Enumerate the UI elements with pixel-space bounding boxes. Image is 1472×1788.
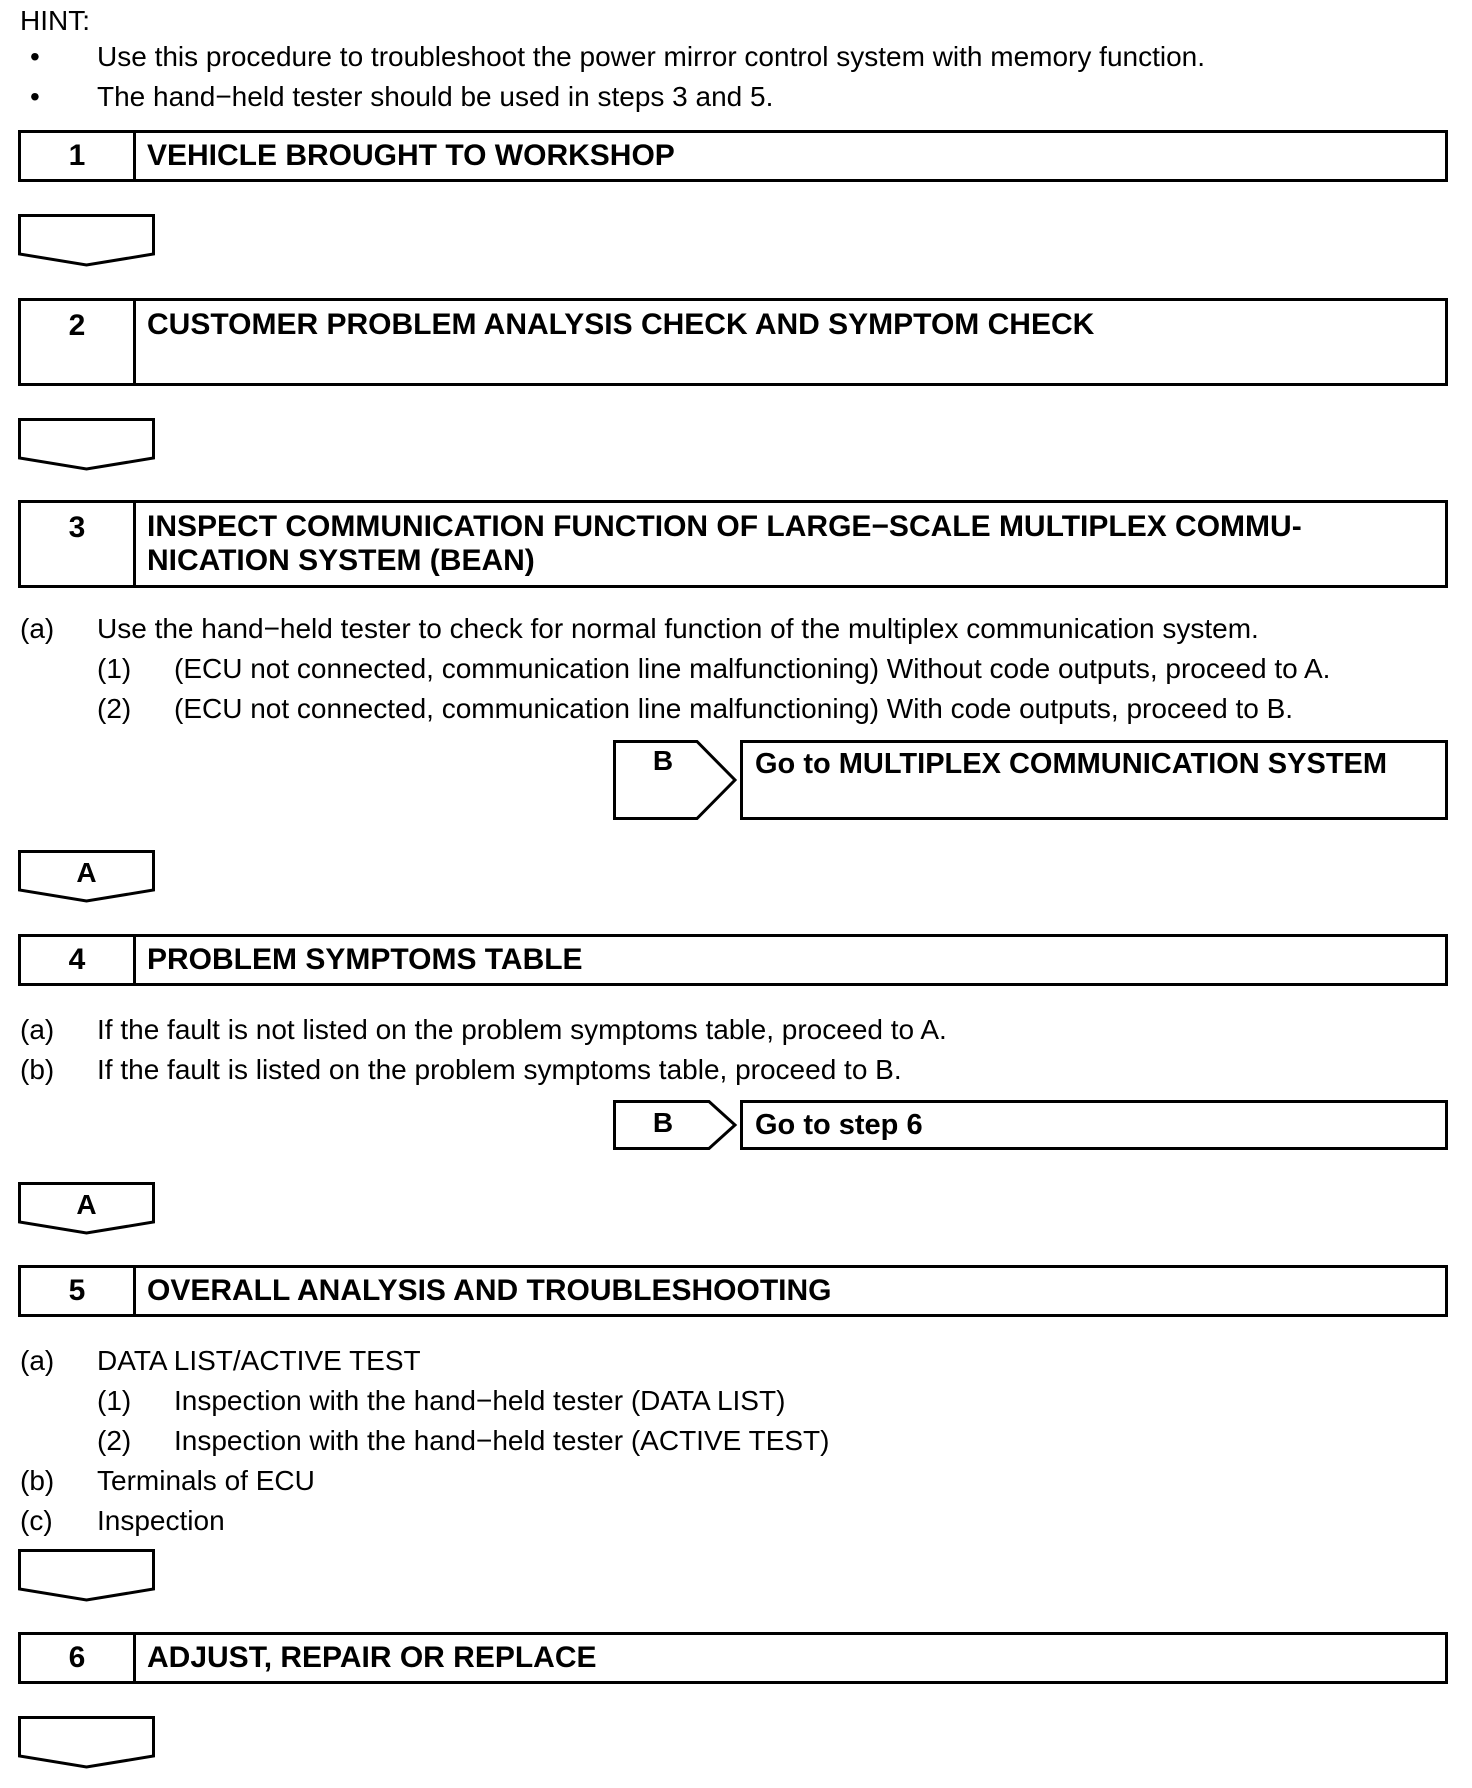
step-2-title: CUSTOMER PROBLEM ANALYSIS CHECK AND SYMPTOM CHECK [147, 308, 1095, 341]
step-5-box [18, 1265, 1448, 1317]
step-4-item-a-text: If the fault is not listed on the problem symptoms table, proceed to A. [97, 1014, 947, 1045]
step-6-box [18, 1632, 1448, 1684]
step-3-title-line-1: INSPECT COMMUNICATION FUNCTION OF LARGE−SCALE MULTIPLEX COMMU- [147, 510, 1302, 543]
step-5-sub-1-text: Inspection with the hand−held tester (DATA LIST) [174, 1385, 786, 1416]
step-5-item-a-text: DATA LIST/ACTIVE TEST [97, 1345, 421, 1376]
step-5-item-c-label: (c) [20, 1505, 53, 1536]
step-5-sub-1-label: (1) [97, 1385, 132, 1416]
bullet-dot: • [30, 81, 40, 112]
step-3-item-a-label: (a) [20, 613, 55, 644]
step-2-box [18, 298, 1448, 386]
step-5-item-b-label: (b) [20, 1465, 55, 1496]
step-1-number: 1 [21, 133, 136, 179]
step-3-box [18, 500, 1448, 588]
hint-label: HINT: [20, 5, 90, 36]
step-5-item-a-label: (a) [20, 1345, 55, 1376]
step-3-sub-2-label: (2) [97, 693, 132, 724]
flow-arrow [18, 418, 155, 471]
bullet-dot: • [30, 41, 40, 72]
flow-arrow-a [18, 850, 155, 903]
step-6-title: ADJUST, REPAIR OR REPLACE [147, 1641, 597, 1674]
step-3-item-a-text: Use the hand−held tester to check for normal function of the multiplex communication system. [97, 613, 1259, 644]
step-1-title: VEHICLE BROUGHT TO WORKSHOP [147, 139, 675, 172]
hint-bullet-2: The hand−held tester should be used in steps 3 and 5. [97, 81, 774, 112]
flow-arrow [18, 1716, 155, 1769]
step-5-sub-2-label: (2) [97, 1425, 132, 1456]
step-5-number: 5 [21, 1268, 136, 1314]
step-3-number: 3 [21, 503, 136, 585]
step-5-item-b-text: Terminals of ECU [97, 1465, 315, 1496]
flow-arrow-a [18, 1182, 155, 1235]
step-6-number: 6 [21, 1635, 136, 1681]
branch-b-target: Go to MULTIPLEX COMMUNICATION SYSTEM [740, 740, 1448, 820]
step-5-sub-2-text: Inspection with the hand−held tester (ACTIVE TEST) [174, 1425, 830, 1456]
step-4-item-b-text: If the fault is listed on the problem symptoms table, proceed to B. [97, 1054, 902, 1085]
step-3-sub-1-label: (1) [97, 653, 132, 684]
step-3-title-line-2: NICATION SYSTEM (BEAN) [147, 544, 535, 577]
flow-arrow-a-label: A [76, 857, 97, 888]
branch-b-arrow [613, 740, 738, 820]
step-4-box [18, 934, 1448, 986]
branch-b-target: Go to step 6 [740, 1100, 1448, 1150]
step-5-item-c-text: Inspection [97, 1505, 225, 1536]
hint-bullet-1: Use this procedure to troubleshoot the power mirror control system with memory function. [97, 41, 1206, 72]
branch-b-arrow [613, 1100, 738, 1150]
step-4-number: 4 [21, 937, 136, 983]
step-1-box [18, 130, 1448, 182]
flow-arrow [18, 1549, 155, 1602]
flow-arrow-a-label: A [76, 1189, 97, 1220]
step-2-number: 2 [21, 301, 136, 383]
branch-b-label: B [652, 1107, 674, 1138]
step-4-title: PROBLEM SYMPTOMS TABLE [147, 943, 583, 976]
step-4-item-b-label: (b) [20, 1054, 55, 1085]
step-4-item-a-label: (a) [20, 1014, 55, 1045]
flow-arrow [18, 214, 155, 267]
branch-b-label: B [652, 745, 674, 776]
step-3-sub-1-text: (ECU not connected, communication line malfunctioning) Without code outputs, proceed to A. [174, 653, 1331, 684]
step-3-sub-2-text: (ECU not connected, communication line malfunctioning) With code outputs, proceed to B. [174, 693, 1294, 724]
step-5-title: OVERALL ANALYSIS AND TROUBLESHOOTING [147, 1274, 832, 1307]
